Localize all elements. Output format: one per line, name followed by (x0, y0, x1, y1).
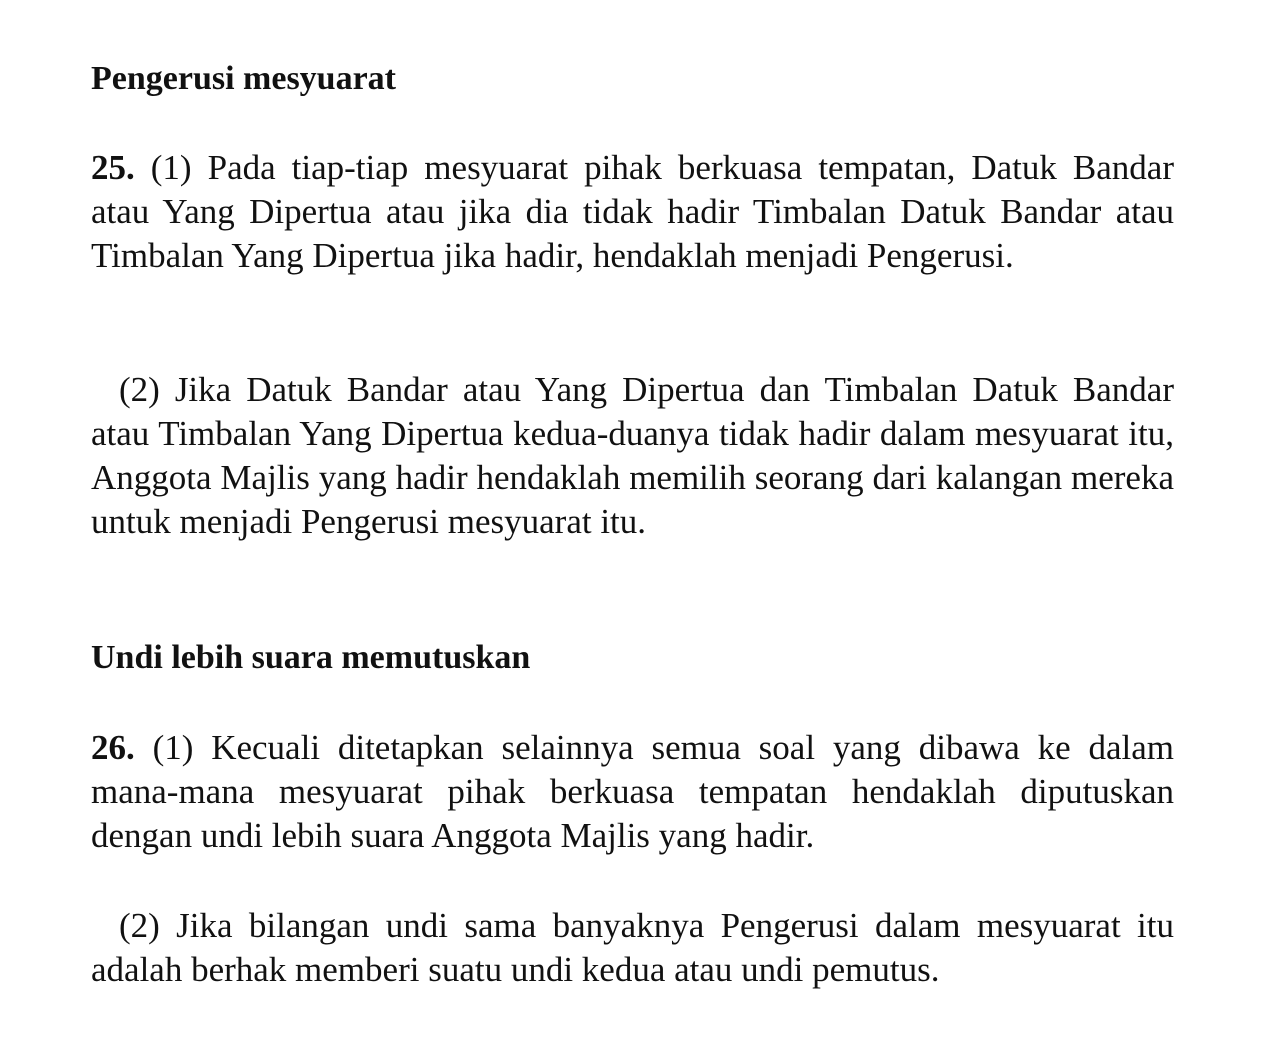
section-25-heading: Pengerusi mesyuarat (91, 60, 397, 97)
section-26-subsection-1-text: (1) Kecuali ditetapkan selainnya semua soal yang dibawa ke dalam mana-mana mesyuarat pihak berkuasa tempatan hendaklah diputuskan dengan undi lebih suara Anggota Majlis yang hadir. (91, 728, 1174, 855)
section-26-heading: Undi lebih suara memutuskan (91, 639, 531, 676)
section-25-subsection-1-text: (1) Pada tiap-tiap mesyuarat pihak berkuasa tempatan, Datuk Bandar atau Yang Dipertua atau jika dia tidak hadir Timbalan Datuk Bandar atau Timbalan Yang Dipertua jika hadir, hendaklah menjadi Pengerusi. (91, 148, 1174, 275)
section-25-subsection-1 (91, 146, 1174, 278)
section-25-subsection-2: (2) Jika Datuk Bandar atau Yang Dipertua dan Timbalan Datuk Bandar atau Timbalan Yang Dipertua kedua-duanya tidak hadir dalam mesyuarat itu, Anggota Majlis yang hadir hendaklah memilih seorang dari kalangan mereka untuk menjadi Pengerusi mesyuarat itu. (91, 370, 1174, 541)
section-26-number: 26. (91, 728, 135, 767)
section-26-subsection-2: (2) Jika bilangan undi sama banyaknya Pengerusi dalam mesyuarat itu adalah berhak memberi suatu undi kedua atau undi pemutus. (91, 906, 1174, 989)
section-26-subsection-1 (91, 726, 1174, 858)
section-25-number: 25. (91, 148, 135, 187)
